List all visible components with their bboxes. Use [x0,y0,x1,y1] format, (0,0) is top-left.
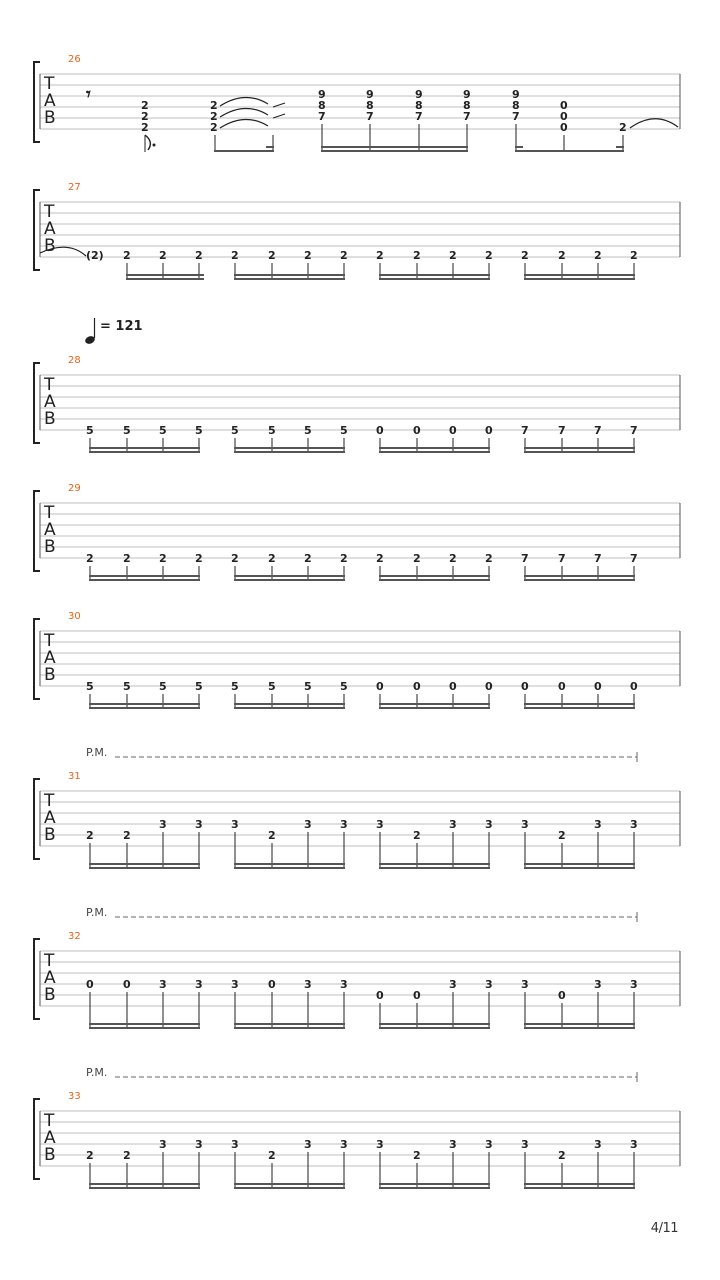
fret-number: 2 [141,121,149,134]
fret-number: 0 [449,680,457,693]
fret-number: 3 [195,978,203,991]
system-measure-30 [34,611,680,709]
beam [234,1023,345,1025]
beam [524,867,635,869]
fret-number: 2 [123,552,131,565]
fret-number: 0 [560,121,568,134]
fret-number: 2 [449,552,457,565]
fret-number: 7 [318,110,326,123]
tab-clef-t: T [44,951,55,971]
fret-number: 7 [558,552,566,565]
fret-number: 2 [449,249,457,262]
beam [524,447,635,449]
fret-number: 3 [195,818,203,831]
fret-number: 5 [86,680,94,693]
fret-number: 7 [594,552,602,565]
fret-number: 2 [340,552,348,565]
fret-number: 0 [376,680,384,693]
fret-number: 2 [340,249,348,262]
tab-clef-a: A [44,91,56,111]
fret-number: 2 [619,121,627,134]
fret-number: 3 [630,1138,638,1151]
fret-number: 0 [560,99,568,112]
beam [89,1187,200,1189]
fret-number: 0 [413,989,421,1002]
fret-number: 5 [195,424,203,437]
system-bracket [34,62,40,142]
beam [234,867,345,869]
fret-number: 0 [521,680,529,693]
palm-mute-label: P.M. [86,906,108,919]
fret-number: 2 [195,552,203,565]
fret-number: 3 [630,818,638,831]
fret-number: 7 [521,552,529,565]
rest-symbol: 𝄾 [86,84,91,105]
fret-number: 3 [159,978,167,991]
beam [379,451,490,453]
fret-number: 8 [512,99,520,112]
fret-number: 3 [231,818,239,831]
beam [234,1187,345,1189]
beam [524,1023,635,1025]
beam [89,1027,200,1029]
fret-number: 2 [210,121,218,134]
fret-number: 5 [195,680,203,693]
fret-number: 2 [159,552,167,565]
tab-clef-b: B [44,985,56,1005]
fret-number: 0 [560,110,568,123]
fret-number: 2 [123,1149,131,1162]
beam [126,274,204,276]
fret-number: 2 [195,249,203,262]
fret-number: 2 [558,829,566,842]
system-bracket [34,939,40,1019]
beam [524,451,635,453]
fret-number: 2 [304,249,312,262]
fret-number: 3 [521,818,529,831]
tab-clef-t: T [44,791,55,811]
fret-number: 2 [268,829,276,842]
tab-clef-b: B [44,825,56,845]
fret-number: 3 [630,978,638,991]
beam [89,575,200,577]
beam [379,867,490,869]
fret-number: 3 [340,978,348,991]
fret-number: 0 [123,978,131,991]
fret-number: 0 [558,680,566,693]
fret-number: (2) [86,249,104,262]
fret-number: 9 [366,88,374,101]
fret-number: 0 [268,978,276,991]
fret-number: 3 [304,818,312,831]
beam [524,579,635,581]
beam [379,579,490,581]
fret-number: 5 [159,424,167,437]
fret-number: 2 [141,110,149,123]
system-bracket [34,1099,40,1179]
fret-number: 2 [86,1149,94,1162]
system-measure-28 [34,355,680,453]
system-measure-32 [34,906,680,1029]
beam [234,447,345,449]
fret-number: 3 [521,978,529,991]
tab-clef-t: T [44,375,55,395]
fret-number: 2 [210,99,218,112]
beam [89,1183,200,1185]
fret-number: 3 [340,818,348,831]
tempo-marking [84,318,143,345]
fret-number: 8 [463,99,471,112]
beam [234,579,345,581]
tab-clef-a: A [44,219,56,239]
fret-number: 7 [630,424,638,437]
tab-clef-a: A [44,968,56,988]
tab-clef-t: T [44,74,55,94]
beam [234,575,345,577]
measure-number: 32 [68,931,81,942]
beam [379,707,490,709]
beam [524,274,635,276]
fret-number: 3 [195,1138,203,1151]
beam [89,579,200,581]
measure-number: 26 [68,54,81,65]
fret-number: 5 [123,424,131,437]
fret-number: 3 [159,818,167,831]
fret-number: 2 [231,552,239,565]
fret-number: 3 [485,1138,493,1151]
tie [220,119,268,128]
tab-clef-b: B [44,409,56,429]
fret-number: 3 [449,1138,457,1151]
fret-number: 2 [413,249,421,262]
tab-clef-a: A [44,392,56,412]
fret-number: 2 [594,249,602,262]
tab-clef-t: T [44,202,55,222]
fret-number: 3 [376,818,384,831]
tab-clef-t: T [44,631,55,651]
measure-number: 33 [68,1091,81,1102]
fret-number: 0 [449,424,457,437]
fret-number: 8 [318,99,326,112]
beam [524,703,635,705]
fret-number: 3 [485,818,493,831]
fret-number: 3 [304,1138,312,1151]
beam [379,1187,490,1189]
fret-number: 0 [413,680,421,693]
fret-number: 7 [463,110,471,123]
fret-number: 0 [376,424,384,437]
measure-number: 29 [68,483,81,494]
beam [379,1183,490,1185]
slide [273,103,285,107]
fret-number: 2 [376,552,384,565]
fret-number: 3 [340,1138,348,1151]
fret-number: 7 [594,424,602,437]
beam [524,863,635,865]
tab-clef-a: A [44,648,56,668]
fret-number: 2 [123,249,131,262]
fret-number: 0 [413,424,421,437]
beam [379,703,490,705]
beam [524,1027,635,1029]
dot [153,144,156,147]
beam [379,447,490,449]
beam [524,278,635,280]
beam [89,703,200,705]
fret-number: 2 [630,249,638,262]
beam [126,278,204,280]
system-bracket [34,619,40,699]
fret-number: 2 [123,829,131,842]
measure-number: 27 [68,182,81,193]
beam [234,1027,345,1029]
fret-number: 3 [376,1138,384,1151]
fret-number: 7 [512,110,520,123]
fret-number: 7 [630,552,638,565]
fret-number: 2 [413,829,421,842]
tie [220,108,268,117]
fret-number: 3 [449,978,457,991]
fret-number: 7 [521,424,529,437]
fret-number: 0 [485,680,493,693]
slide [273,114,285,118]
fret-number: 3 [594,1138,602,1151]
fret-number: 2 [413,1149,421,1162]
fret-number: 5 [268,424,276,437]
measure-number: 31 [68,771,81,782]
page-number: 4/11 [650,1221,678,1236]
beam [89,1023,200,1025]
tab-clef-b: B [44,236,56,256]
fret-number: 2 [268,1149,276,1162]
beam [89,707,200,709]
fret-number: 7 [415,110,423,123]
system-measure-33 [34,1066,680,1189]
system-measure-27 [34,182,680,280]
fret-number: 9 [415,88,423,101]
fret-number: 2 [86,552,94,565]
system-bracket [34,190,40,270]
palm-mute-label: P.M. [86,1066,108,1079]
fret-number: 3 [485,978,493,991]
fret-number: 3 [304,978,312,991]
tie [630,119,678,128]
beam [524,575,635,577]
fret-number: 2 [86,829,94,842]
fret-number: 0 [558,989,566,1002]
system-measure-26 [34,54,680,152]
beam [379,278,490,280]
fret-number: 3 [594,978,602,991]
tempo-value: = 121 [100,319,143,334]
fret-number: 2 [376,249,384,262]
system-bracket [34,491,40,571]
beam [234,274,345,276]
fret-number: 7 [558,424,566,437]
fret-number: 2 [413,552,421,565]
fret-number: 5 [304,680,312,693]
tab-clef-b: B [44,1145,56,1165]
beam [379,863,490,865]
fret-number: 5 [304,424,312,437]
tab-clef-b: B [44,537,56,557]
fret-number: 3 [159,1138,167,1151]
system-bracket [34,779,40,859]
fret-number: 9 [512,88,520,101]
fret-number: 5 [340,424,348,437]
beam [234,278,345,280]
tab-clef-b: B [44,108,56,128]
beam [379,1023,490,1025]
fret-number: 5 [268,680,276,693]
system-measure-31 [34,746,680,869]
beam [89,867,200,869]
beam [524,1183,635,1185]
fret-number: 5 [159,680,167,693]
beam [89,451,200,453]
fret-number: 3 [521,1138,529,1151]
fret-number: 5 [231,680,239,693]
tab-clef-b: B [44,665,56,685]
fret-number: 0 [86,978,94,991]
measure-number: 30 [68,611,81,622]
beam [234,863,345,865]
system-measure-29 [34,483,680,581]
beam [379,1027,490,1029]
palm-mute-label: P.M. [86,746,108,759]
tab-clef-a: A [44,808,56,828]
measure-number: 28 [68,355,81,366]
tie [220,97,268,106]
fret-number: 2 [304,552,312,565]
beam [524,707,635,709]
beam [524,1187,635,1189]
tab-clef-t: T [44,1111,55,1131]
tab-clef-a: A [44,1128,56,1148]
beam [234,1183,345,1185]
fret-number: 2 [159,249,167,262]
fret-number: 0 [376,989,384,1002]
fret-number: 2 [268,249,276,262]
fret-number: 2 [558,249,566,262]
beam [89,863,200,865]
fret-number: 0 [630,680,638,693]
note-flag [145,135,150,150]
fret-number: 5 [123,680,131,693]
beam [379,575,490,577]
beam [89,447,200,449]
fret-number: 2 [210,110,218,123]
fret-number: 8 [415,99,423,112]
fret-number: 9 [463,88,471,101]
fret-number: 3 [231,1138,239,1151]
fret-number: 5 [340,680,348,693]
fret-number: 2 [485,552,493,565]
tab-clef-t: T [44,503,55,523]
fret-number: 2 [521,249,529,262]
fret-number: 2 [231,249,239,262]
fret-number: 9 [318,88,326,101]
fret-number: 5 [231,424,239,437]
fret-number: 5 [86,424,94,437]
fret-number: 3 [231,978,239,991]
fret-number: 2 [485,249,493,262]
fret-number: 2 [558,1149,566,1162]
system-bracket [34,363,40,443]
fret-number: 2 [141,99,149,112]
fret-number: 0 [485,424,493,437]
fret-number: 2 [268,552,276,565]
fret-number: 0 [594,680,602,693]
beam [234,703,345,705]
fret-number: 8 [366,99,374,112]
tab-clef-a: A [44,520,56,540]
beam [379,274,490,276]
fret-number: 3 [594,818,602,831]
beam [234,451,345,453]
fret-number: 3 [449,818,457,831]
fret-number: 7 [366,110,374,123]
beam [234,707,345,709]
